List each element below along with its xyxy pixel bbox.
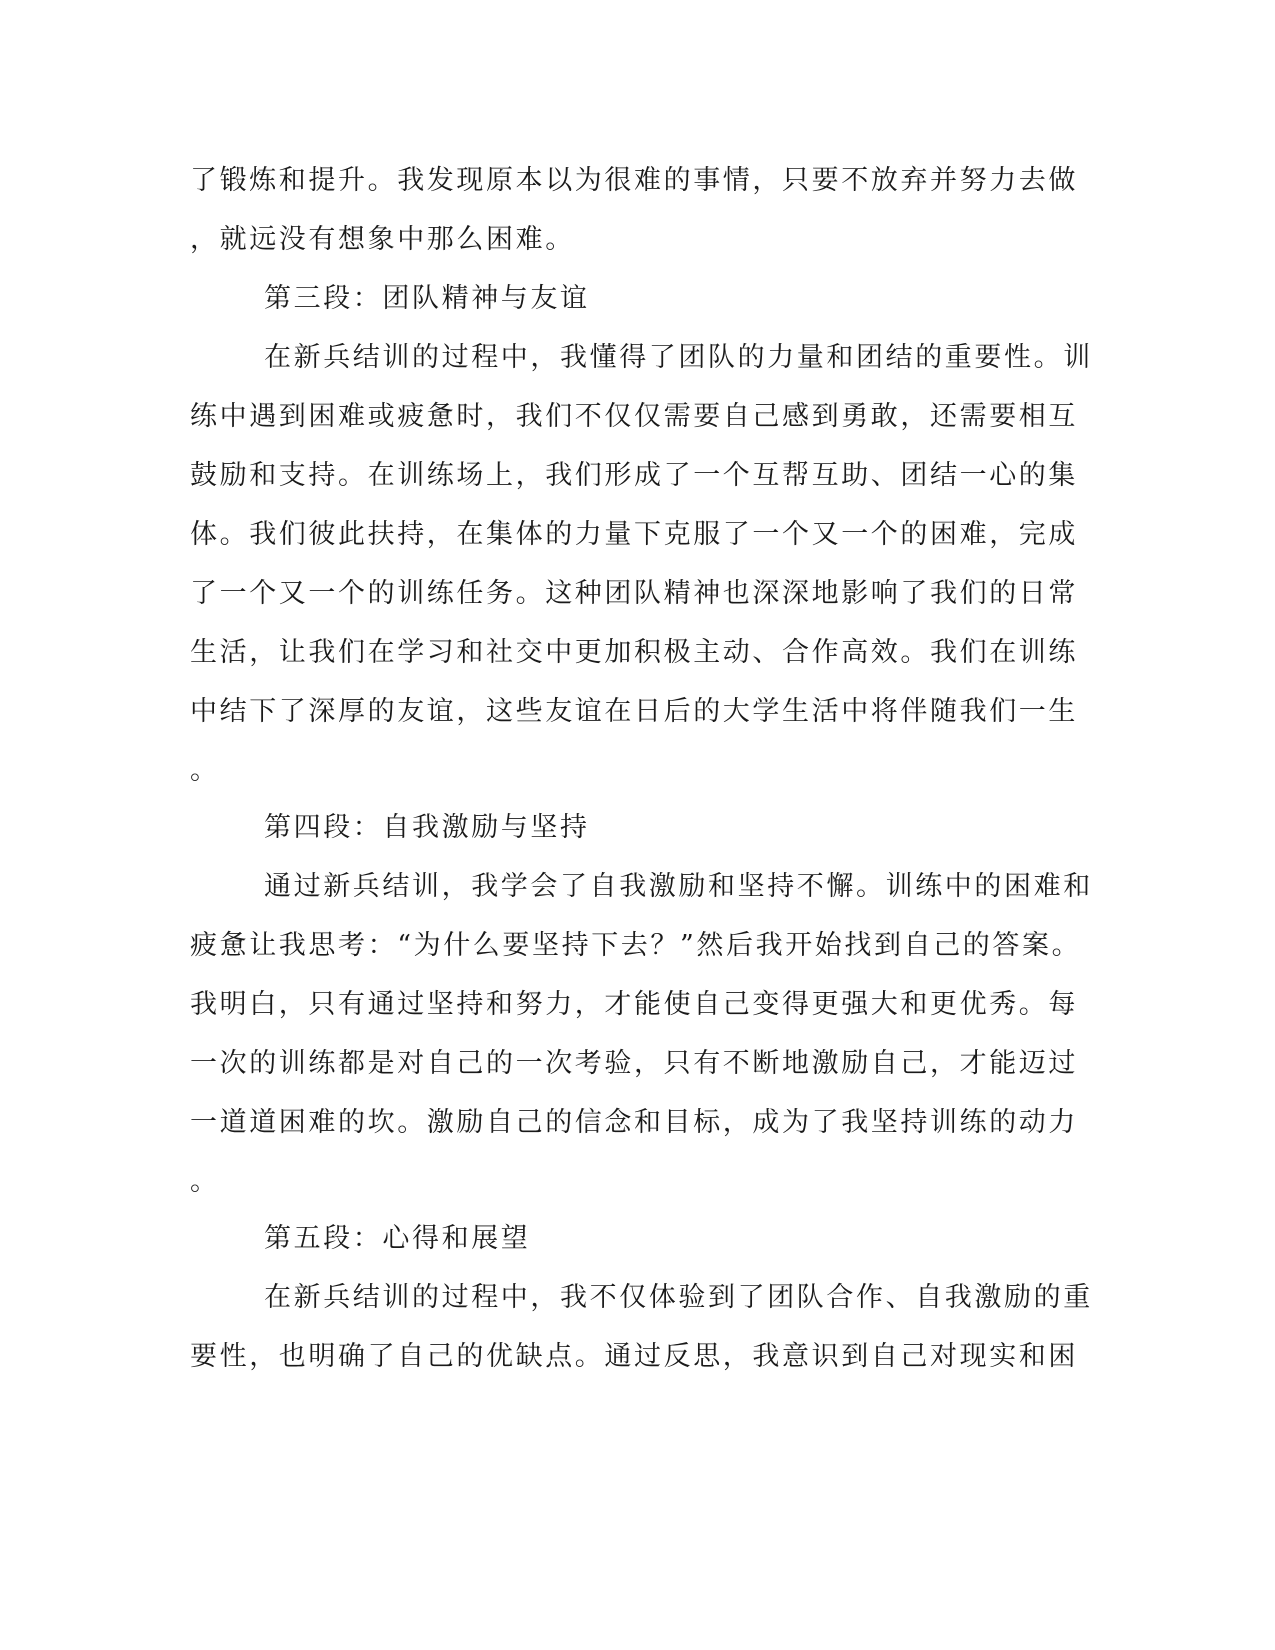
paragraph-line: 。 [190, 1166, 220, 1197]
paragraph-line: 。 [190, 755, 220, 786]
paragraph-line: 一道道困难的坎。激励自己的信念和目标，成为了我坚持训练的动力 [190, 1107, 1078, 1138]
paragraph-line: 在新兵结训的过程中，我懂得了团队的力量和团结的重要性。训 [264, 342, 1093, 373]
paragraph-line: 体。我们彼此扶持，在集体的力量下克服了一个又一个的困难，完成 [190, 519, 1078, 550]
paragraph-line: 鼓励和支持。在训练场上，我们形成了一个互帮互助、团结一心的集 [190, 460, 1078, 491]
paragraph-line: 在新兵结训的过程中，我不仅体验到了团队合作、自我激励的重 [264, 1282, 1093, 1313]
section-heading-5: 第五段：心得和展望 [264, 1223, 531, 1254]
paragraph-line: 生活，让我们在学习和社交中更加积极主动、合作高效。我们在训练 [190, 637, 1078, 668]
paragraph-line: 要性，也明确了自己的优缺点。通过反思，我意识到自己对现实和困 [190, 1341, 1078, 1372]
paragraph-line: 了一个又一个的训练任务。这种团队精神也深深地影响了我们的日常 [190, 578, 1078, 609]
paragraph-line: 疲惫让我思考：“为什么要坚持下去？”然后我开始找到自己的答案。 [190, 930, 1082, 961]
paragraph-line: 我明白，只有通过坚持和努力，才能使自己变得更强大和更优秀。每 [190, 989, 1078, 1020]
paragraph-line: 了锻炼和提升。我发现原本以为很难的事情，只要不放弃并努力去做 [190, 165, 1078, 196]
paragraph-line: 中结下了深厚的友谊，这些友谊在日后的大学生活中将伴随我们一生 [190, 696, 1078, 727]
paragraph-line: 通过新兵结训，我学会了自我激励和坚持不懈。训练中的困难和 [264, 871, 1093, 902]
paragraph-line: 一次的训练都是对自己的一次考验，只有不断地激励自己，才能迈过 [190, 1048, 1078, 1079]
section-heading-3: 第三段：团队精神与友谊 [264, 283, 590, 314]
section-heading-4: 第四段：自我激励与坚持 [264, 812, 590, 843]
paragraph-line: ，就远没有想象中那么困难。 [190, 224, 575, 255]
paragraph-line: 练中遇到困难或疲惫时，我们不仅仅需要自己感到勇敢，还需要相互 [190, 401, 1078, 432]
